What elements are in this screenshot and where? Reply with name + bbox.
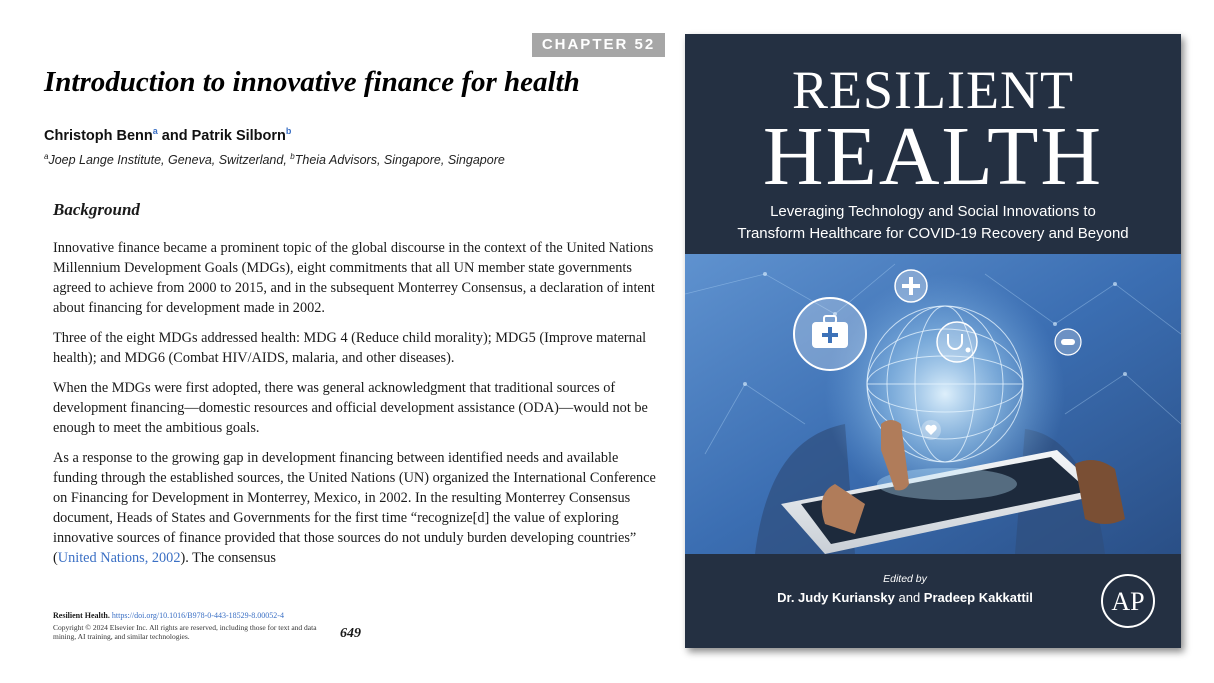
affiliation-text: Theia Advisors, Singapore, Singapore	[294, 153, 505, 168]
heart-icon	[921, 420, 941, 440]
affiliation-marker: b	[285, 126, 292, 136]
cover-subtitle-line: Leveraging Technology and Social Innovations to	[770, 203, 1096, 220]
paragraph-text: ). The consensus	[180, 550, 276, 566]
editor-name: Dr. Judy Kuriansky	[777, 590, 895, 605]
chapter-title: Introduction to innovative finance for health	[44, 66, 580, 98]
editor-conjunction: and	[894, 590, 924, 605]
publisher-logo	[1099, 572, 1157, 630]
paragraph-text: As a response to the growing gap in development financing between identified needs and available funding through the established sources, the United Nations (UN) organized the International Conference on Financing for Development in Monterrey, Mexico, in 2002. In the resulting Monterrey Consensus document, Heads of States and Governments for the first time “recognize[d] the value of exploring innovative sources of finance provided that those sources do not unduly burden developing countries” (	[53, 450, 656, 566]
footer-citation	[53, 611, 284, 620]
author-name: Christoph Benn	[44, 127, 153, 144]
citation-link[interactable]: United Nations, 2002	[57, 550, 181, 566]
paragraph: When the MDGs were first adopted, there was general acknowledgment that traditional sources of development financing—domestic resources and official development assistance (ODA)—would not be enough to meet the ambitious goals.	[53, 380, 648, 436]
publisher-logo-letters: AP	[1111, 587, 1145, 616]
cover-subtitle-line: Transform Healthcare for COVID-19 Recovery and Beyond	[737, 225, 1129, 242]
stethoscope-icon	[937, 322, 977, 362]
affiliation-text: Joep Lange Institute, Geneva, Switzerland,	[48, 153, 291, 168]
author-name: Patrik Silborn	[191, 127, 286, 144]
medical-kit-icon	[794, 298, 866, 370]
pill-icon	[1055, 329, 1081, 355]
cover-editors	[685, 590, 1125, 605]
editor-name: Pradeep Kakkattil	[923, 590, 1033, 605]
paragraph	[53, 448, 663, 568]
cover-illustration	[685, 254, 1181, 554]
footer-book-title: Resilient Health.	[53, 611, 110, 620]
body-text	[53, 238, 663, 578]
author-conjunction: and	[157, 127, 192, 144]
plus-icon	[895, 270, 927, 302]
cover-subtitle	[705, 201, 1161, 245]
affiliations	[44, 152, 505, 167]
paragraph: Three of the eight MDGs addressed health: MDG 4 (Reduce child morality); MDG5 (Improve maternal health); and MDG6 (Combat HIV/AIDS, malaria, and other diseases).	[53, 330, 647, 366]
section-heading: Background	[53, 200, 140, 219]
book-cover	[685, 34, 1181, 648]
cover-title-line1: RESILIENT	[792, 60, 1074, 120]
chapter-label: CHAPTER 52	[532, 33, 665, 57]
affiliation-marker: a	[152, 126, 158, 136]
footer-copyright: Copyright © 2024 Elsevier Inc. All rights are reserved, including those for text and data mining, AI training, and similar technologies.	[53, 623, 317, 641]
affiliation-marker: a	[44, 152, 49, 161]
author-line	[44, 126, 291, 144]
affiliation-marker: b	[290, 152, 295, 161]
cover-title-line2: HEALTH	[762, 110, 1104, 203]
cover-edited-by: Edited by	[883, 573, 927, 585]
paragraph: Innovative finance became a prominent topic of the global discourse in the context of the United Nations Millennium Development Goals (MDGs), eight commitments that all UN member state governments agreed to achieve from 2000 to 2015, and in the subsequent Monterrey Consensus, a declaration of intent about financing for development made in 2002.	[53, 240, 655, 316]
doi-link[interactable]: https://doi.org/10.1016/B978-0-443-18529-8.00052-4	[111, 611, 284, 620]
page-number: 649	[340, 626, 361, 641]
